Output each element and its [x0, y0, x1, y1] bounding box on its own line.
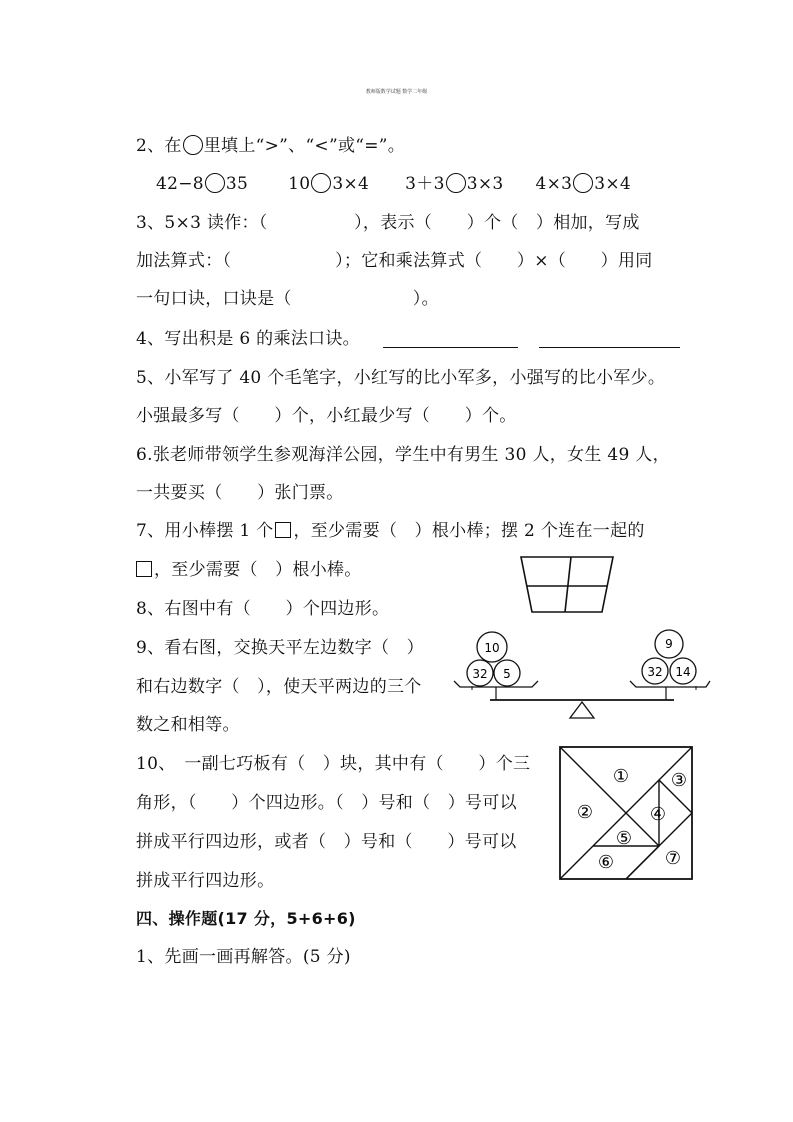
right-top-number: 9	[665, 637, 673, 651]
answer-line-1[interactable]	[383, 347, 518, 348]
question-10-line-3: 拼成平行四边形，或者（ ）号和（ ）号可以	[136, 832, 517, 852]
section-4-question-1: 1、先画一画再解答。(5 分)	[136, 947, 351, 967]
left-number-a: 32	[472, 667, 488, 681]
compare-circle-3[interactable]	[446, 173, 466, 193]
compare-circle-1[interactable]	[205, 173, 225, 193]
q2-expr-3: 3＋3 3×3	[405, 174, 504, 194]
tangram-label-4: ④	[649, 804, 667, 825]
left-number-b: 5	[503, 667, 511, 681]
question-4: 4、写出积是 6 的乘法口诀。	[136, 329, 360, 349]
question-3-line-2: 加法算式：（ ）；它和乘法算式（ ）×（ ）用同	[136, 251, 653, 271]
question-2-prompt: 2、在 里填上“>”、“<”或“=”。	[136, 136, 406, 156]
question-2-exprs	[156, 172, 631, 196]
section-4-title: 四、操作题(17 分，5+6+6)	[136, 909, 356, 928]
question-10-line-4: 拼成平行四边形。	[136, 871, 275, 891]
tangram-figure	[559, 746, 695, 882]
square-icon	[275, 522, 291, 538]
tangram-label-6: ⑥	[597, 852, 615, 873]
question-3-line-1: 3、5×3 读作：（ ），表示（ ）个（ ）相加，写成	[136, 213, 640, 233]
right-number-b: 14	[675, 665, 691, 679]
question-9-line-1: 9、看右图，交换天平左边数字（ ）	[136, 638, 424, 658]
trapezoid-figure	[518, 555, 618, 615]
question-3-line-3: 一句口诀，口诀是（ ）。	[136, 289, 439, 309]
tangram-label-3: ③	[670, 770, 688, 791]
page-header-text: 教师版数学试题 数学二年级	[365, 89, 428, 95]
question-5-line-2: 小强最多写（ ）个，小红最少写（ ）个。	[136, 406, 517, 426]
tangram-label-5: ⑤	[615, 828, 633, 849]
tangram-label-7: ⑦	[664, 848, 682, 869]
square-icon	[136, 561, 152, 577]
question-6-line-1: 6.张老师带领学生参观海洋公园，学生中有男生 30 人，女生 49 人，	[136, 445, 670, 465]
tangram-label-1: ①	[612, 766, 630, 787]
question-9-line-3: 数之和相等。	[136, 715, 240, 735]
left-top-number: 10	[484, 641, 500, 655]
right-number-a: 32	[647, 665, 663, 679]
question-5-line-1: 5、小军写了 40 个毛笔字，小红写的比小军多，小强写的比小军少。	[136, 368, 666, 388]
q2-expr-4: 4×3 3×4	[535, 174, 632, 194]
tangram-label-2: ②	[576, 802, 594, 823]
compare-circle-4[interactable]	[573, 173, 593, 193]
balance-scale-figure	[452, 628, 712, 723]
question-10-line-2: 角形，（ ）个四边形。（ ）号和（ ）号可以	[136, 793, 517, 813]
question-7-line-1: 7、用小棒摆 1 个 ，至少需要（ ）根小棒；摆 2 个连在一起的	[136, 521, 645, 541]
circle-blank-icon	[183, 135, 203, 155]
question-7-line-2: ，至少需要（ ）根小棒。	[136, 558, 362, 582]
compare-circle-2[interactable]	[311, 173, 331, 193]
question-6-line-2: 一共要买（ ）张门票。	[136, 483, 344, 503]
answer-line-2[interactable]	[539, 347, 680, 348]
question-8: 8、右图中有（ ）个四边形。	[136, 599, 390, 619]
q2-expr-2: 10 3×4	[288, 174, 370, 194]
question-9-line-2: 和右边数字（ ），使天平两边的三个	[136, 677, 422, 697]
question-10-line-1: 10、 一副七巧板有（ ）块，其中有（ ）个三	[136, 754, 531, 774]
q2-expr-1: 42−8 35	[156, 174, 249, 194]
